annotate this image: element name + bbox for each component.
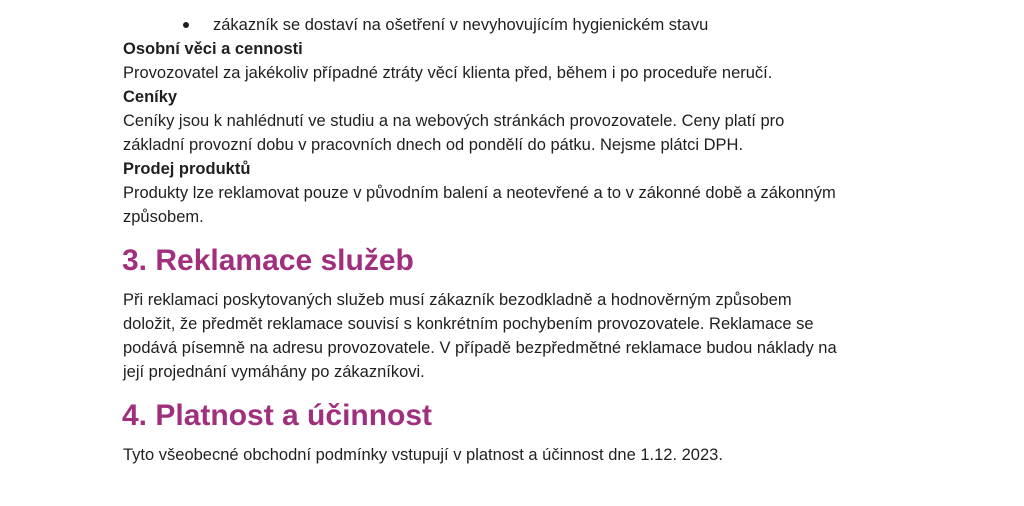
bullet-item	[183, 13, 708, 37]
bullet-dot-icon	[183, 22, 189, 28]
personal-items-text: Provozovatel za jakékoliv případné ztráty věcí klienta před, během i po proceduře neručí.	[123, 64, 773, 82]
claims-text-line4: její projednání vymáhány po zákazníkovi.	[123, 363, 425, 381]
claims-text-line1: Při reklamaci poskytovaných služeb musí zákazník bezodkladně a hodnověrným způsobem	[123, 291, 792, 309]
prices-text-line2: základní provozní dobu v pracovních dnech od pondělí do pátku. Nejsme plátci DPH.	[123, 136, 744, 154]
prices-title: Ceníky	[123, 88, 178, 106]
validity-heading: 4. Platnost a účinnost	[122, 399, 433, 432]
claims-text-line2: doložit, že předmět reklamace souvisí s konkrétním pochybením provozovatele. Reklamace se	[123, 315, 814, 333]
validity-text: Tyto všeobecné obchodní podmínky vstupují v platnost a účinnost dne 1.12. 2023.	[123, 446, 723, 464]
claims-text-line3: podává písemně na adresu provozovatele. V případě bezpředmětné reklamace budou náklady na	[123, 339, 837, 357]
products-title: Prodej produktů	[123, 160, 251, 178]
personal-items-title: Osobní věci a cennosti	[123, 40, 303, 58]
products-text-line2: způsobem.	[123, 208, 204, 226]
claims-heading: 3. Reklamace služeb	[122, 244, 414, 277]
prices-text-line1: Ceníky jsou k nahlédnutí ve studiu a na webových stránkách provozovatele. Ceny platí pro	[123, 112, 785, 130]
bullet-text: zákazník se dostaví na ošetření v nevyhovujícím hygienickém stavu	[213, 16, 709, 34]
products-text-line1: Produkty lze reklamovat pouze v původním balení a neotevřené a to v zákonné době a zákonným	[123, 184, 836, 202]
